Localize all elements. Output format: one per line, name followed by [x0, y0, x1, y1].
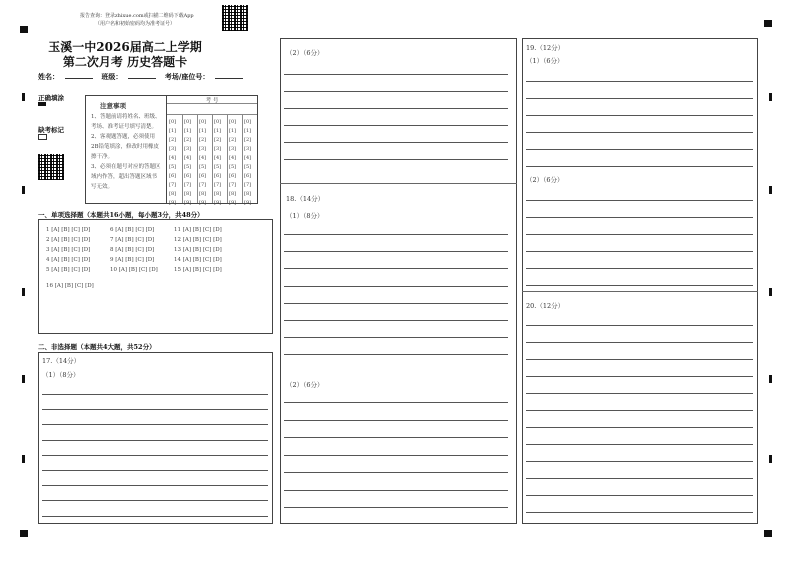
- answer-line: [284, 337, 508, 338]
- answer-line: [42, 409, 268, 410]
- exam-digit-bubble[interactable]: [3]: [184, 146, 192, 152]
- sheet-subtitle: 第二次月考 历史答题卡: [62, 55, 188, 69]
- exam-digit-bubble[interactable]: [6]: [229, 173, 237, 179]
- answer-line: [526, 478, 753, 479]
- answer-line: [284, 437, 508, 438]
- side-mark: [22, 375, 25, 383]
- answer-line: [526, 98, 753, 99]
- exam-digit-bubble[interactable]: [0]: [214, 119, 222, 125]
- answer-line: [526, 200, 753, 201]
- q17-title: 17.（14分）: [42, 357, 81, 365]
- notice-item: 2、客观题答题，必须使用2B铅笔填涂，修改时用橡皮擦干净。: [91, 134, 160, 160]
- answer-line: [284, 159, 508, 160]
- answer-line: [284, 234, 508, 235]
- exam-digit-bubble[interactable]: [7]: [199, 182, 207, 188]
- side-mark: [22, 455, 25, 463]
- exam-digit-bubble[interactable]: [4]: [214, 155, 222, 161]
- answer-line: [42, 394, 268, 395]
- exam-digit-bubble[interactable]: [4]: [229, 155, 237, 161]
- answer-line: [284, 455, 508, 456]
- student-info-row: [38, 72, 249, 82]
- exam-digit-bubble[interactable]: [3]: [214, 146, 222, 152]
- notice-text: [91, 112, 161, 192]
- answer-line: [284, 303, 508, 304]
- choice-question[interactable]: 10 [A] [B] [C] [D]: [110, 267, 158, 273]
- exam-digit-bubble[interactable]: [9]: [184, 200, 192, 206]
- exam-digit-bubble[interactable]: [9]: [169, 200, 177, 206]
- exam-digit-bubble[interactable]: [2]: [244, 137, 252, 143]
- exam-digit-bubble[interactable]: [1]: [169, 128, 177, 134]
- corner-mark: [20, 26, 28, 33]
- exam-digit-bubble[interactable]: [7]: [184, 182, 192, 188]
- exam-digit-bubble[interactable]: [2]: [169, 137, 177, 143]
- answer-line: [284, 91, 508, 92]
- answer-line: [284, 108, 508, 109]
- exam-digit-bubble[interactable]: [6]: [214, 173, 222, 179]
- seat-field[interactable]: [215, 78, 243, 79]
- answer-line: [42, 485, 268, 486]
- answer-line: [284, 472, 508, 473]
- exam-digit-bubble[interactable]: [8]: [214, 191, 222, 197]
- exam-digit-bubble[interactable]: [0]: [229, 119, 237, 125]
- exam-digit-bubble[interactable]: [4]: [169, 155, 177, 161]
- divider: [522, 291, 758, 292]
- exam-digit-bubble[interactable]: [0]: [199, 119, 207, 125]
- section1-title: 一、单项选择题（本题共16小题，每小题3分，共48分）: [38, 211, 204, 219]
- class-field[interactable]: [128, 78, 156, 79]
- answer-line: [526, 234, 753, 235]
- exam-digit-bubble[interactable]: [3]: [229, 146, 237, 152]
- exam-digit-bubble[interactable]: [2]: [184, 137, 192, 143]
- choice-question[interactable]: 6 [A] [B] [C] [D]: [110, 227, 155, 233]
- column3-box[interactable]: [522, 38, 758, 524]
- side-mark: [769, 93, 772, 101]
- answer-line: [284, 490, 508, 491]
- grid-divider: [197, 115, 198, 203]
- side-mark: [769, 288, 772, 296]
- exam-digit-bubble[interactable]: [2]: [229, 137, 237, 143]
- answer-line: [284, 251, 508, 252]
- exam-digit-bubble[interactable]: [7]: [229, 182, 237, 188]
- grid-divider: [182, 115, 183, 203]
- answer-line: [526, 251, 753, 252]
- answer-line: [526, 132, 753, 133]
- class-label: 班级：: [101, 72, 123, 81]
- seat-label: 考场/座位号：: [164, 72, 210, 81]
- answer-line: [526, 166, 753, 167]
- exam-digit-bubble[interactable]: [6]: [169, 173, 177, 179]
- choice-question[interactable]: 14 [A] [B] [C] [D]: [174, 257, 222, 263]
- exam-digit-bubble[interactable]: [8]: [169, 191, 177, 197]
- choice-question[interactable]: 9 [A] [B] [C] [D]: [110, 257, 155, 263]
- answer-line: [526, 285, 753, 286]
- corner-mark: [20, 530, 28, 537]
- exam-digit-bubble[interactable]: [8]: [184, 191, 192, 197]
- answer-line: [284, 74, 508, 75]
- exam-digit-bubble[interactable]: [8]: [229, 191, 237, 197]
- answer-line: [284, 420, 508, 421]
- q17-part1: （1）（8分）: [42, 371, 80, 379]
- exam-digit-bubble[interactable]: [5]: [199, 164, 207, 170]
- exam-number-label: 考 号: [205, 98, 219, 104]
- answer-line: [526, 342, 753, 343]
- q18-part2: （2）（6分）: [286, 381, 324, 389]
- exam-digit-bubble[interactable]: [2]: [214, 137, 222, 143]
- choice-question[interactable]: 12 [A] [B] [C] [D]: [174, 237, 222, 243]
- choice-question[interactable]: 3 [A] [B] [C] [D]: [46, 247, 91, 253]
- choice-question[interactable]: 5 [A] [B] [C] [D]: [46, 267, 91, 273]
- side-mark: [22, 288, 25, 296]
- report-info-note: （用户名和初始密码均为准考证号）: [95, 21, 176, 27]
- answer-line: [284, 507, 508, 508]
- exam-digit-bubble[interactable]: [9]: [244, 200, 252, 206]
- answer-line: [526, 115, 753, 116]
- answer-line: [526, 359, 753, 360]
- section2-title: 二、非选择题（本题共4大题，共52分）: [38, 343, 156, 351]
- answer-line: [42, 455, 268, 456]
- exam-digit-bubble[interactable]: [6]: [199, 173, 207, 179]
- exam-digit-bubble[interactable]: [5]: [214, 164, 222, 170]
- q18-title: 18.（14分）: [286, 195, 325, 203]
- choice-question[interactable]: 15 [A] [B] [C] [D]: [174, 267, 222, 273]
- side-mark: [22, 186, 25, 194]
- exam-digit-bubble[interactable]: [8]: [244, 191, 252, 197]
- exam-digit-bubble[interactable]: [3]: [199, 146, 207, 152]
- answer-line: [526, 149, 753, 150]
- exam-digit-bubble[interactable]: [3]: [244, 146, 252, 152]
- answer-line: [526, 461, 753, 462]
- exam-digit-bubble[interactable]: [1]: [199, 128, 207, 134]
- exam-digit-bubble[interactable]: [2]: [199, 137, 207, 143]
- exam-digit-bubble[interactable]: [4]: [244, 155, 252, 161]
- q19-part1: （1）（6分）: [526, 57, 564, 65]
- report-info: 报告查询：登录zhixue.com或扫描二维码下载App: [80, 13, 194, 19]
- grid-divider: [227, 115, 228, 203]
- side-mark: [769, 186, 772, 194]
- answer-line: [526, 325, 753, 326]
- exam-digit-bubble[interactable]: [5]: [229, 164, 237, 170]
- answer-line: [526, 495, 753, 496]
- name-field[interactable]: [65, 78, 93, 79]
- answer-line: [284, 142, 508, 143]
- exam-digit-bubble[interactable]: [1]: [214, 128, 222, 134]
- choice-question[interactable]: 11 [A] [B] [C] [D]: [174, 227, 222, 233]
- answer-line: [284, 268, 508, 269]
- grid-divider: [212, 115, 213, 203]
- choice-question[interactable]: 7 [A] [B] [C] [D]: [110, 237, 155, 243]
- corner-mark: [764, 530, 772, 537]
- exam-digit-bubble[interactable]: [4]: [184, 155, 192, 161]
- exam-digit-bubble[interactable]: [9]: [229, 200, 237, 206]
- correct-fill-label: 正确填涂: [38, 94, 64, 102]
- side-mark: [22, 93, 25, 101]
- exam-digit-bubble[interactable]: [6]: [184, 173, 192, 179]
- answer-line: [284, 320, 508, 321]
- answer-line: [284, 354, 508, 355]
- choice-question[interactable]: 16 [A] [B] [C] [D]: [46, 283, 94, 289]
- answer-line: [42, 516, 268, 517]
- exam-digit-bubble[interactable]: [1]: [229, 128, 237, 134]
- exam-digit-bubble[interactable]: [3]: [169, 146, 177, 152]
- answer-line: [526, 268, 753, 269]
- choice-question[interactable]: 2 [A] [B] [C] [D]: [46, 237, 91, 243]
- exam-digit-bubble[interactable]: [5]: [169, 164, 177, 170]
- side-mark: [769, 375, 772, 383]
- correct-fill-sample: [38, 102, 46, 106]
- qr-code: [222, 5, 248, 31]
- divider: [280, 183, 517, 184]
- qr-code: [38, 154, 64, 180]
- answer-line: [284, 402, 508, 403]
- absent-label: 缺考标记: [38, 126, 64, 134]
- notice-item: 1、答题前请将姓名、班级、考场、准考证号填写清楚。: [91, 114, 161, 130]
- sheet-title: 玉溪一中2026届高二上学期: [48, 40, 202, 54]
- choice-question[interactable]: 8 [A] [B] [C] [D]: [110, 247, 155, 253]
- notice-title: 注意事项: [100, 102, 126, 110]
- answer-line: [284, 125, 508, 126]
- answer-line: [526, 393, 753, 394]
- q19-part2: （2）（6分）: [526, 176, 564, 184]
- answer-line: [42, 440, 268, 441]
- side-mark: [769, 455, 772, 463]
- column2-box[interactable]: [280, 38, 517, 524]
- answer-line: [284, 286, 508, 287]
- exam-digit-bubble[interactable]: [9]: [199, 200, 207, 206]
- answer-line: [42, 500, 268, 501]
- exam-digit-bubble[interactable]: [7]: [214, 182, 222, 188]
- answer-line: [526, 410, 753, 411]
- q20-title: 20.（12分）: [526, 302, 565, 310]
- answer-line: [526, 376, 753, 377]
- answer-line: [42, 424, 268, 425]
- choice-question[interactable]: 4 [A] [B] [C] [D]: [46, 257, 91, 263]
- exam-digit-bubble[interactable]: [8]: [199, 191, 207, 197]
- choice-question[interactable]: 13 [A] [B] [C] [D]: [174, 247, 222, 253]
- q19-title: 19.（12分）: [526, 44, 565, 52]
- exam-number-grid: [166, 95, 258, 204]
- grid-divider: [242, 115, 243, 203]
- name-label: 姓名：: [38, 72, 59, 81]
- exam-digit-bubble[interactable]: [0]: [244, 119, 252, 125]
- exam-digit-bubble[interactable]: [5]: [244, 164, 252, 170]
- answer-line: [526, 444, 753, 445]
- answer-line: [526, 427, 753, 428]
- corner-mark: [764, 20, 772, 27]
- exam-digit-bubble[interactable]: [0]: [184, 119, 192, 125]
- exam-digit-bubble[interactable]: [5]: [184, 164, 192, 170]
- exam-digit-bubble[interactable]: [9]: [214, 200, 222, 206]
- exam-digit-bubble[interactable]: [6]: [244, 173, 252, 179]
- exam-digit-bubble[interactable]: [7]: [169, 182, 177, 188]
- exam-digit-bubble[interactable]: [7]: [244, 182, 252, 188]
- notice-item: 3、必须在题号对应的答题区域内作答，超出答题区域书写无效。: [91, 164, 161, 190]
- answer-line: [526, 512, 753, 513]
- exam-digit-bubble[interactable]: [1]: [244, 128, 252, 134]
- answer-line: [42, 470, 268, 471]
- answer-line: [526, 217, 753, 218]
- q17-part2: （2）（6分）: [286, 49, 324, 57]
- absent-checkbox[interactable]: [38, 134, 47, 140]
- choice-question[interactable]: 1 [A] [B] [C] [D]: [46, 227, 91, 233]
- exam-digit-bubble[interactable]: [0]: [169, 119, 177, 125]
- answer-line: [526, 81, 753, 82]
- exam-digit-bubble[interactable]: [1]: [184, 128, 192, 134]
- exam-digit-bubble[interactable]: [4]: [199, 155, 207, 161]
- q18-part1: （1）（8分）: [286, 212, 324, 220]
